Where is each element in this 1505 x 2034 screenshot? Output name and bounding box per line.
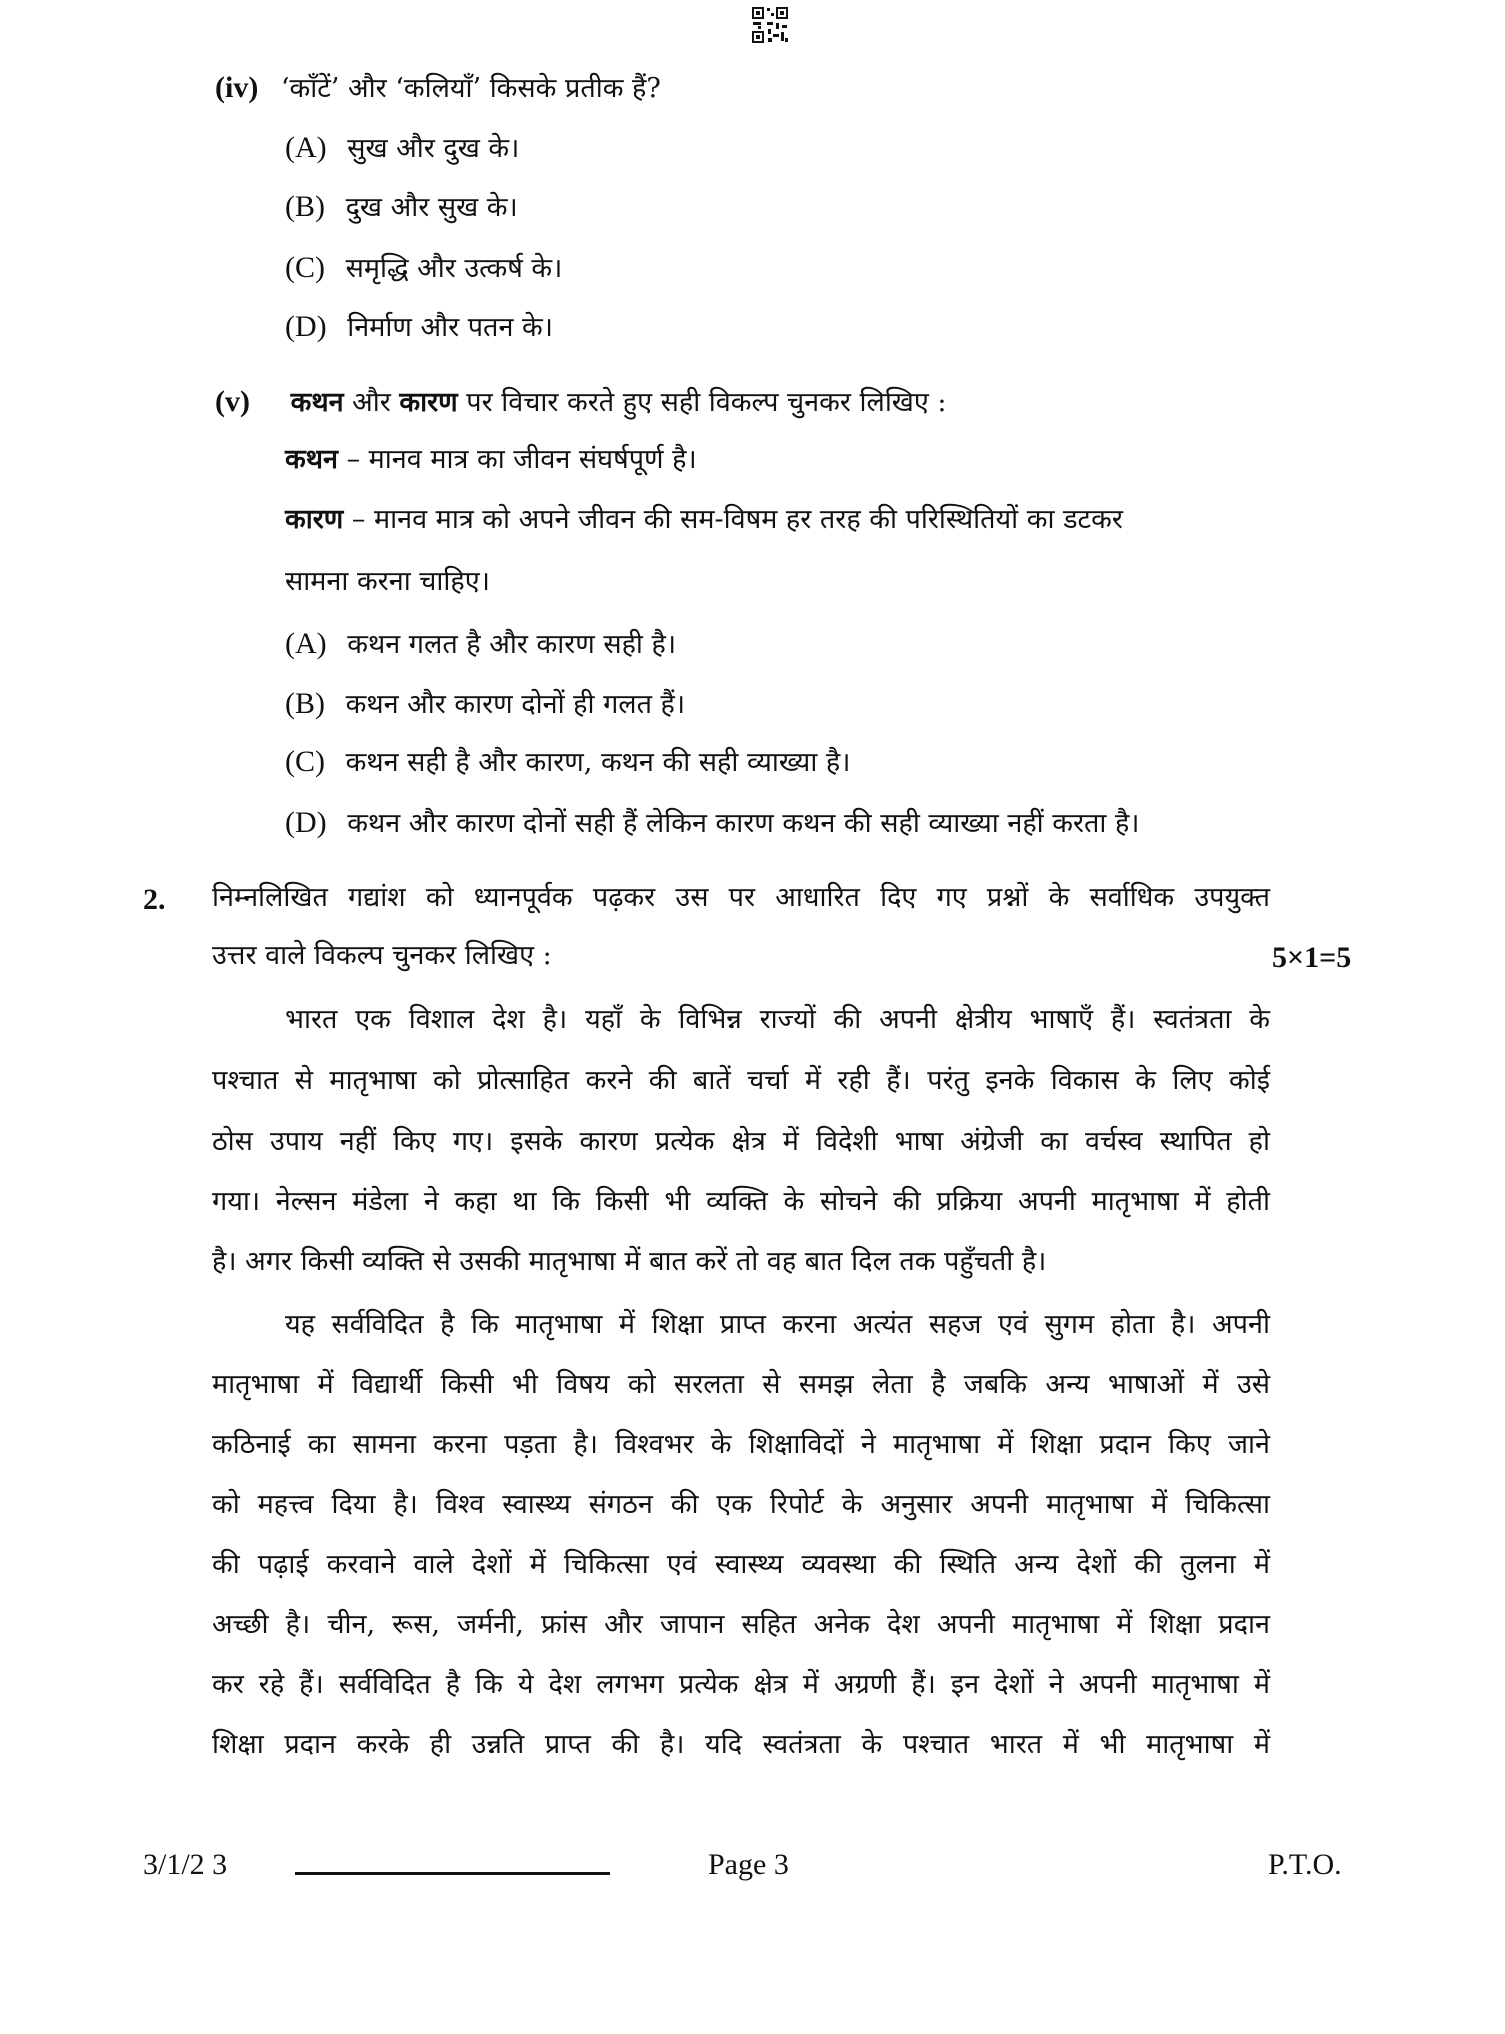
question-iv — [215, 68, 661, 109]
option-v-a: (A) कथन गलत है और कारण सही है। — [285, 627, 677, 660]
marks-badge: 5×1=5 — [1272, 941, 1352, 974]
passage-line: ठोस उपाय नहीं किए गए। इसके कारण प्रत्येक क्षेत्र में विदेशी भाषा अंग्रेजी का वर्चस्व स्थापित हो — [212, 1126, 1270, 1157]
passage-line: को महत्त्व दिया है। विश्व स्वास्थ्य संगठन की एक रिपोर्ट के अनुसार अपनी मातृभाषा में चिकित्सा — [212, 1489, 1270, 1520]
passage-line: भारत एक विशाल देश है। यहाँ के विभिन्न राज्यों की अपनी क्षेत्रीय भाषाएँ हैं। स्वतंत्रता के — [285, 1004, 1270, 1035]
paper-code: 3/1/2 3 — [143, 1848, 228, 1881]
option-iv-d: (D) निर्माण और पतन के। — [285, 310, 553, 343]
passage-line: कर रहे हैं। सर्वविदित है कि ये देश लगभग प्रत्येक क्षेत्र में अग्रणी हैं। इन देशों ने अपनी मातृभाषा में — [212, 1669, 1270, 1700]
please-turn-over: P.T.O. — [1268, 1848, 1342, 1881]
passage-line: है। अगर किसी व्यक्ति से उसकी मातृभाषा में बात करें तो वह बात दिल तक पहुँचती है। — [212, 1246, 1047, 1277]
passage-line: गया। नेल्सन मंडेला ने कहा था कि किसी भी व्यक्ति के सोचने की प्रक्रिया अपनी मातृभाषा में होती — [212, 1186, 1270, 1217]
question-v: (v) कथन और कारण पर विचार करते हुए सही विकल्प चुनकर लिखिए : — [215, 385, 947, 418]
passage-line: मातृभाषा में विद्यार्थी किसी भी विषय को सरलता से समझ लेता है जबकि अन्य भाषाओं में उसे — [212, 1369, 1270, 1400]
question-2-instruction-cont: उत्तर वाले विकल्प चुनकर लिखिए : — [212, 940, 552, 971]
passage-line: शिक्षा प्रदान करके ही उन्नति प्राप्त की है। यदि स्वतंत्रता के पश्चात भारत में भी मातृभाषा में — [212, 1729, 1270, 1760]
qr-code-icon — [750, 5, 790, 45]
option-iv-a: (A) सुख और दुख के। — [285, 131, 520, 164]
question-2-instruction: निम्नलिखित गद्यांश को ध्यानपूर्वक पढ़कर उस पर आधारित दिए गए प्रश्नों के सर्वाधिक उपयुक्त — [212, 882, 1270, 913]
reason-continued: सामना करना चाहिए। — [285, 566, 490, 597]
option-iv-b: (B) दुख और सुख के। — [285, 190, 518, 223]
reason: कारण – मानव मात्र को अपने जीवन की सम-विषम हर तरह की परिस्थितियों का डटकर — [285, 504, 1123, 535]
passage-line: पश्चात से मातृभाषा को प्रोत्साहित करने की बातें चर्चा में रही हैं। परंतु इनके विकास के लिए कोई — [212, 1065, 1270, 1096]
assertion: कथन – मानव मात्र का जीवन संघर्षपूर्ण है। — [285, 444, 697, 475]
question-number: (v) — [215, 385, 250, 418]
option-v-c: (C) कथन सही है और कारण, कथन की सही व्याख्या है। — [285, 745, 851, 778]
passage-line: अच्छी है। चीन, रूस, जर्मनी, फ्रांस और जापान सहित अनेक देश अपनी मातृभाषा में शिक्षा प्रदान — [212, 1609, 1270, 1640]
page-number: Page 3 — [708, 1848, 789, 1881]
passage-line: यह सर्वविदित है कि मातृभाषा में शिक्षा प्राप्त करना अत्यंत सहज एवं सुगम होता है। अपनी — [285, 1309, 1270, 1340]
option-v-d: (D) कथन और कारण दोनों सही हैं लेकिन कारण कथन की सही व्याख्या नहीं करता है। — [285, 806, 1140, 839]
passage-line: की पढ़ाई करवाने वाले देशों में चिकित्सा एवं स्वास्थ्य व्यवस्था की स्थिति अन्य देशों की तुलना में — [212, 1549, 1270, 1580]
footer-divider — [295, 1872, 610, 1875]
question-2-number: 2. — [143, 883, 166, 916]
option-iv-c: (C) समृद्धि और उत्कर्ष के। — [285, 251, 563, 284]
option-v-b: (B) कथन और कारण दोनों ही गलत हैं। — [285, 687, 686, 720]
question-text: ‘काँटें’ और ‘कलियाँ’ किसके प्रतीक हैं? — [280, 73, 661, 104]
passage-line: कठिनाई का सामना करना पड़ता है। विश्वभर के शिक्षाविदों ने मातृभाषा में शिक्षा प्रदान किए जाने — [212, 1429, 1270, 1460]
question-number: (iv) — [215, 71, 259, 104]
